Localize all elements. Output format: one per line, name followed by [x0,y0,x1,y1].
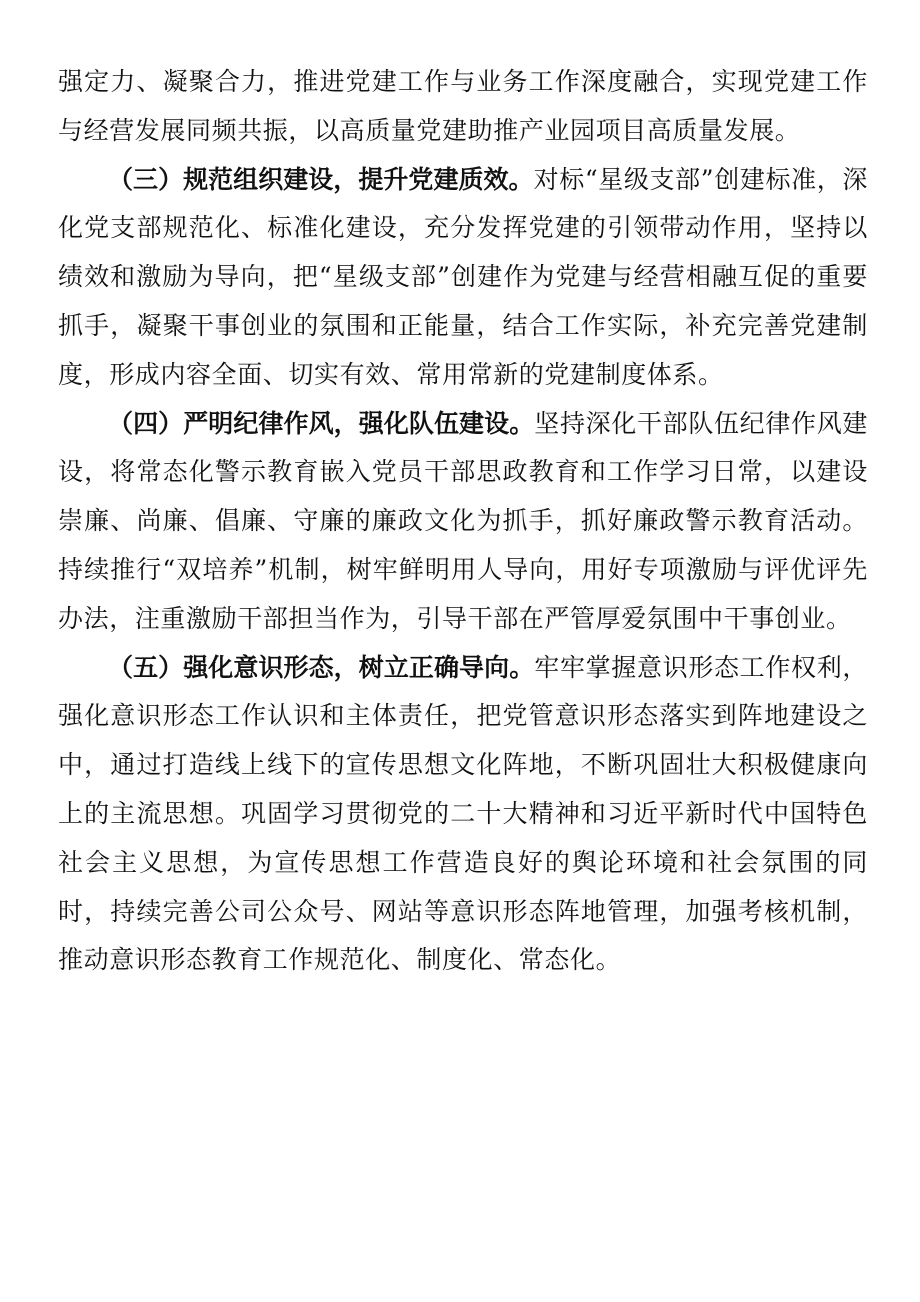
paragraph-section-5 [58,644,868,986]
document-body [58,58,868,985]
section-heading: （五）强化意识形态，树立正确导向。 [108,652,535,682]
paragraph-body: 坚持深化干部队伍纪律作风建设，将常态化警示教育嵌入党员干部思政教育和工作学习日常，以建设崇廉、尚廉、倡廉、守廉的廉政文化为抓手，抓好廉政警示教育活动。持续推行“双培养”机制，树牢鲜明用人导向，用好专项激励与评优评先办法，注重激励干部担当作为，引导干部在严管厚爱氛围中干事创业。 [58,408,868,633]
paragraph-body: 对标“星级支部”创建标准，深化党支部规范化、标准化建设，充分发挥党建的引领带动作用，坚持以绩效和激励为导向，把“星级支部”创建作为党建与经营相融互促的重要抓手，凝聚干事创业的氛围和正能量，结合工作实际，补充完善党建制度，形成内容全面、切实有效、常用常新的党建制度体系。 [58,164,868,389]
paragraph-section-4 [58,400,868,644]
paragraph-section-3 [58,156,868,400]
paragraph-body: 强定力、凝聚合力，推进党建工作与业务工作深度融合，实现党建工作与经营发展同频共振，以高质量党建助推产业园项目高质量发展。 [58,67,868,145]
section-heading: （四）严明纪律作风，强化队伍建设。 [108,408,535,438]
paragraph-body: 牢牢掌握意识形态工作权利，强化意识形态工作认识和主体责任，把党管意识形态落实到阵地建设之中，通过打造线上线下的宣传思想文化阵地，不断巩固壮大积极健康向上的主流思想。巩固学习贯彻党的二十大精神和习近平新时代中国特色社会主义思想，为宣传思想工作营造良好的舆论环境和社会氛围的同时，持续完善公司公众号、网站等意识形态阵地管理，加强考核机制，推动意识形态教育工作规范化、制度化、常态化。 [58,652,868,975]
section-heading: （三）规范组织建设，提升党建质效。 [108,164,534,194]
paragraph-continuation [58,58,868,156]
